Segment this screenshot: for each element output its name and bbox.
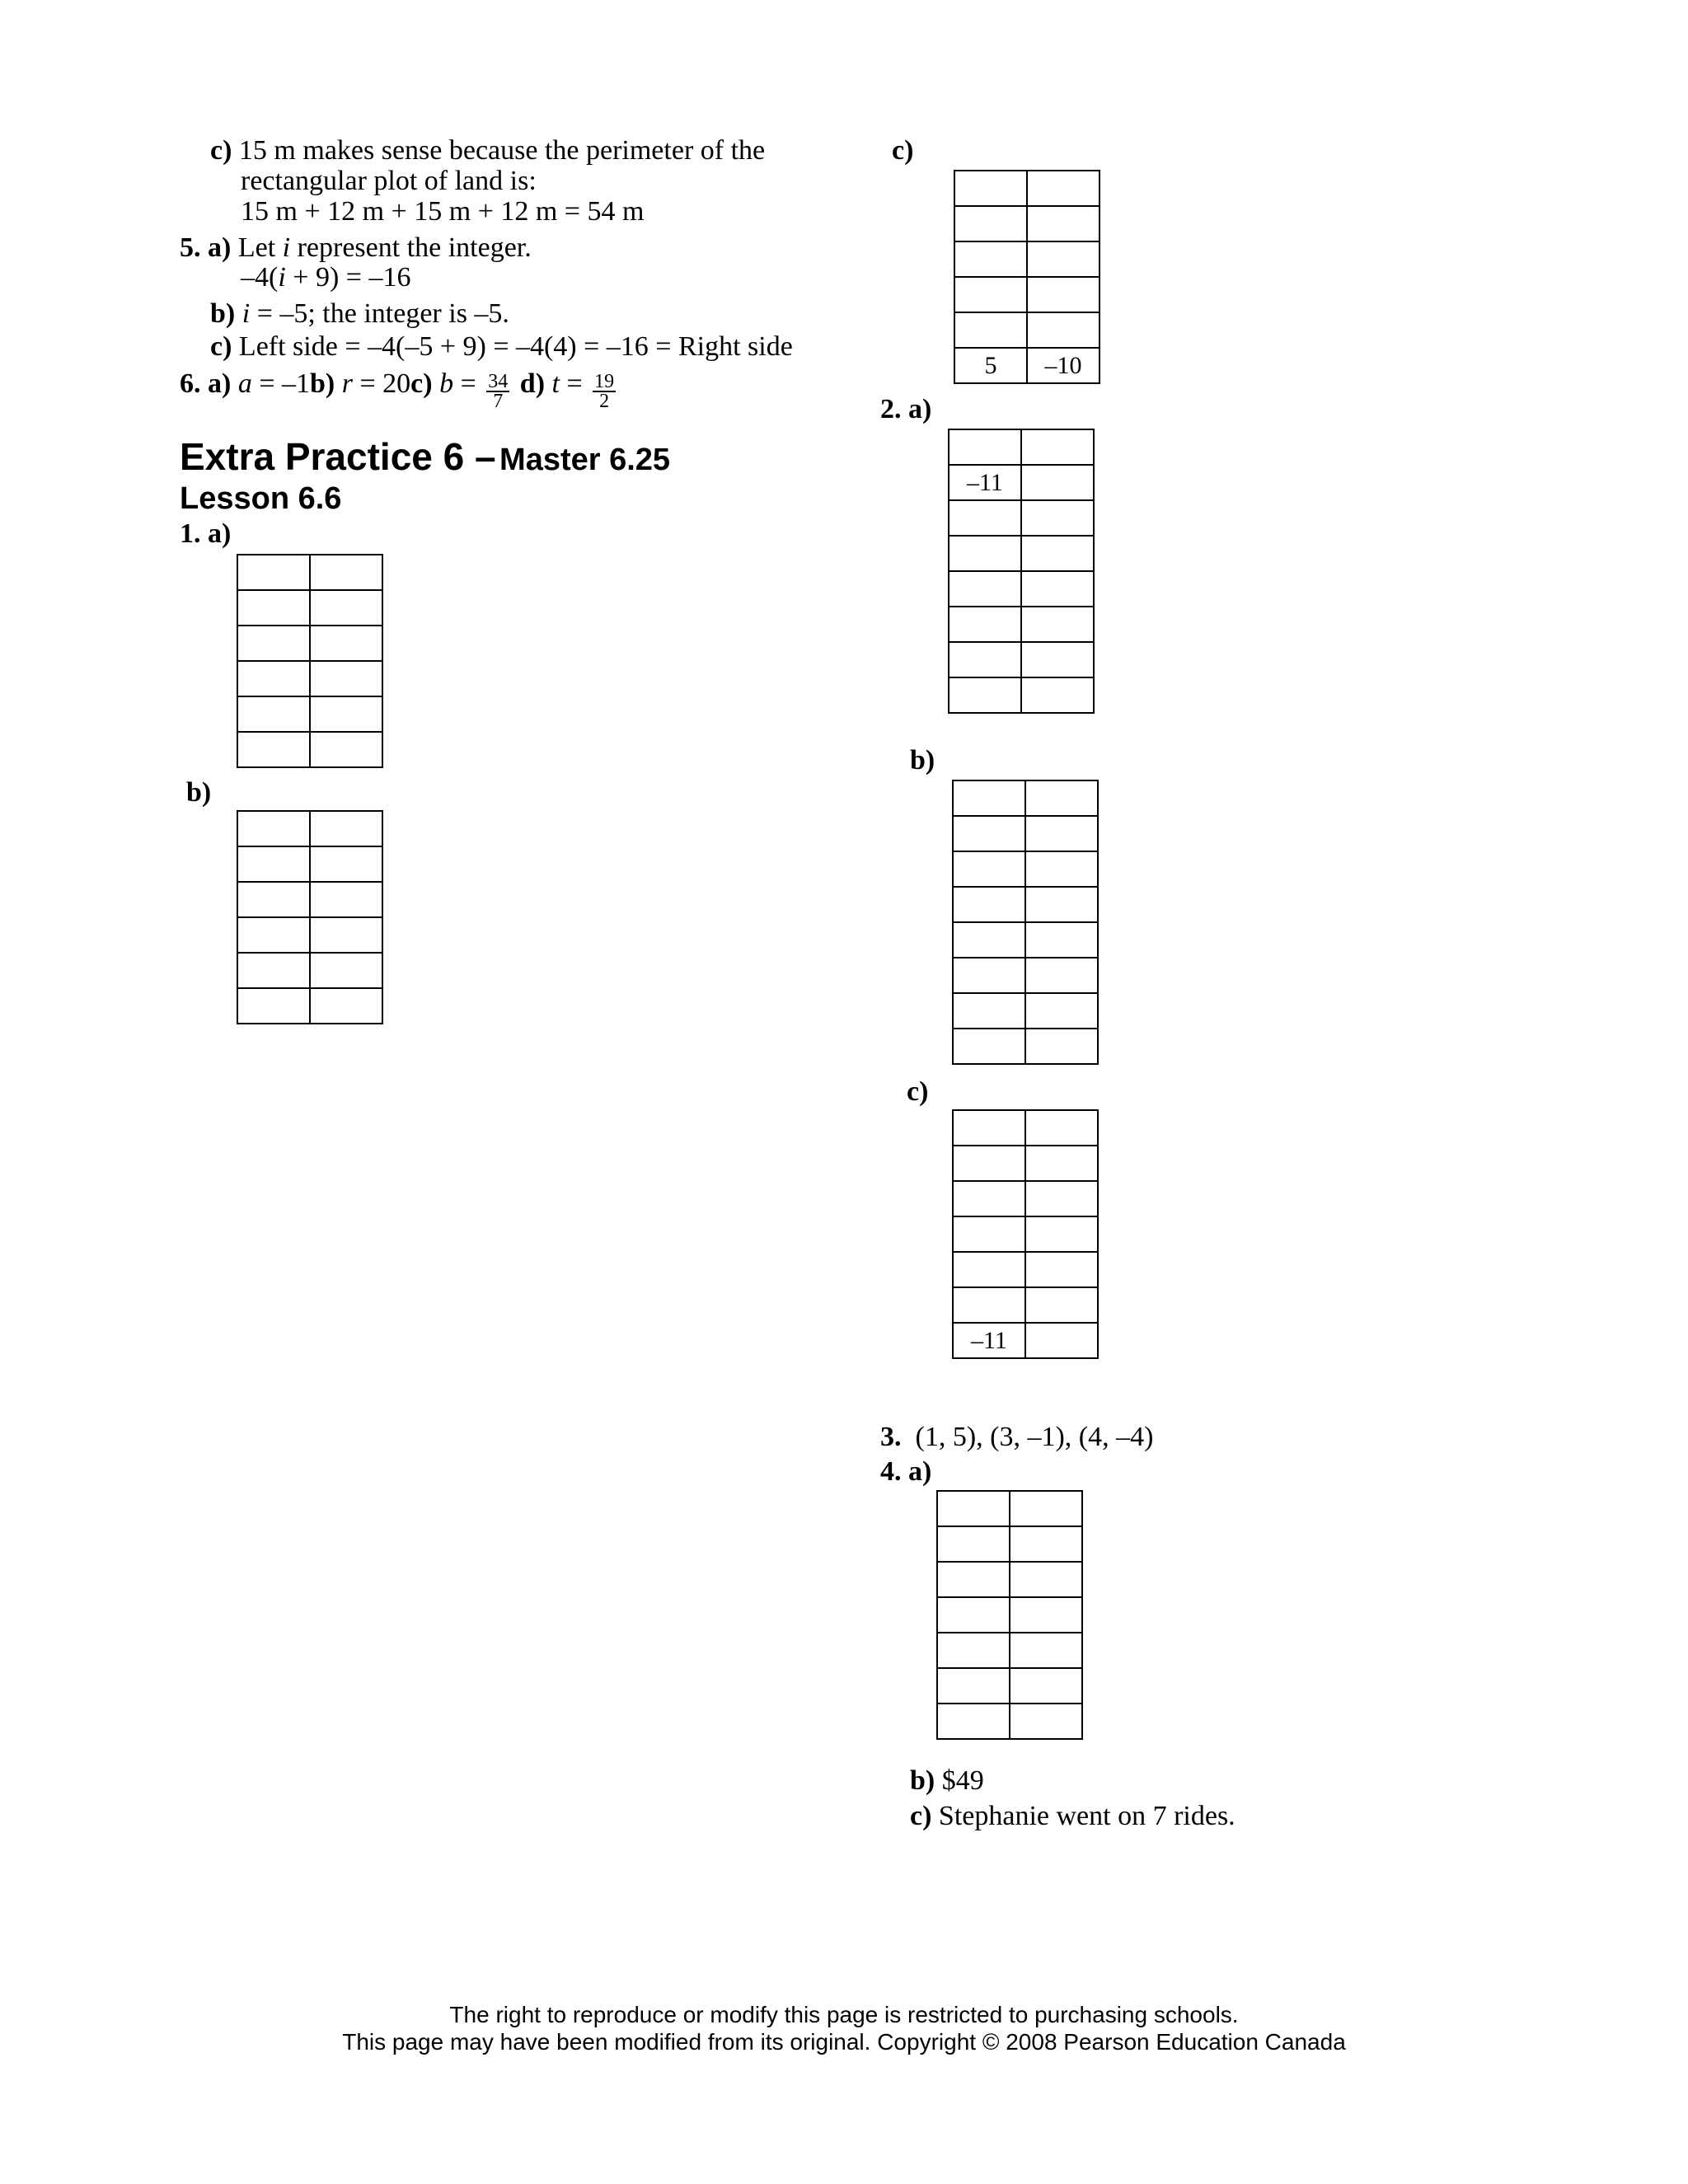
table-row — [237, 590, 382, 626]
q4c-line3: 15 m + 12 m + 15 m + 12 m = 54 m — [241, 196, 645, 227]
table-row — [954, 171, 1100, 206]
table-row — [953, 851, 1098, 887]
table-1a — [237, 554, 383, 768]
q5c-line: c) Left side = –4(–5 + 9) = –4(4) = –16 = Right side — [210, 331, 793, 362]
table-2c — [952, 1109, 1099, 1359]
table-row — [937, 1526, 1082, 1562]
table-row — [237, 846, 382, 882]
table-row — [237, 626, 382, 661]
table-row — [937, 1704, 1082, 1739]
table-row — [237, 732, 382, 767]
footer-copyright: This page may have been modified from its original. Copyright © 2008 Pearson Education Canada — [342, 2029, 1346, 2055]
q3-line: 3. (1, 5), (3, –1), (4, –4) — [880, 1422, 1154, 1452]
table-4a — [936, 1490, 1083, 1740]
table-row — [237, 882, 382, 917]
table-row — [953, 1146, 1098, 1181]
table-row — [953, 1287, 1098, 1323]
table-row — [953, 887, 1098, 922]
table-row — [953, 1110, 1098, 1146]
table-row — [949, 607, 1094, 642]
q5a-equation: –4(i + 9) = –16 — [241, 262, 411, 293]
table-2b — [952, 780, 1099, 1065]
table-row — [949, 677, 1094, 713]
table-row — [937, 1562, 1082, 1597]
q5a-line: 5. a) Let i represent the integer. — [180, 232, 532, 263]
table-row — [953, 1029, 1098, 1064]
table-1c — [954, 170, 1100, 384]
q4c-line2: rectangular plot of land is: — [241, 166, 537, 196]
q2a-label: 2. a) — [880, 394, 932, 424]
q2c-label: c) — [907, 1076, 929, 1107]
fraction-b: $\frac{34}{7}$ — [488, 371, 509, 413]
footer-rights: The right to reproduce or modify this page is restricted to purchasing schools. — [449, 2002, 1239, 2027]
table-row — [953, 1216, 1098, 1252]
q4b-line: b) $49 — [910, 1765, 984, 1796]
q4c-line: c) Stephanie went on 7 rides. — [910, 1801, 1236, 1831]
table-2a — [948, 429, 1095, 714]
table-row — [237, 555, 382, 590]
fraction-t: $\frac{19}{2}$ — [594, 371, 615, 413]
table-row — [954, 206, 1100, 241]
table-row — [953, 1252, 1098, 1287]
q1b-label: b) — [186, 777, 212, 808]
q4a-label: 4. a) — [880, 1456, 932, 1487]
table-1b — [237, 810, 383, 1024]
table-row — [949, 536, 1094, 571]
table-row — [937, 1668, 1082, 1704]
table-row — [954, 277, 1100, 312]
table-row — [237, 917, 382, 953]
table-row — [949, 642, 1094, 677]
table-row — [953, 780, 1098, 816]
q1c-label: c) — [892, 135, 914, 166]
table-row — [953, 1323, 1098, 1358]
table-cell: –11 — [953, 1323, 1025, 1358]
table-row — [954, 241, 1100, 277]
q4c-line1: c) 15 m makes sense because the perimeter of the — [210, 135, 766, 166]
table-row — [954, 348, 1100, 383]
table-row — [953, 922, 1098, 958]
table-row — [949, 500, 1094, 536]
table-row — [949, 571, 1094, 607]
table-row — [237, 661, 382, 696]
table-row — [954, 312, 1100, 348]
table-row — [237, 696, 382, 732]
table-row — [237, 953, 382, 988]
table-row — [953, 816, 1098, 851]
table-row — [953, 958, 1098, 993]
section-heading: Extra Practice 6 – Master 6.25 — [180, 435, 671, 478]
table-row — [953, 1181, 1098, 1216]
table-row — [937, 1633, 1082, 1668]
q2b-label: b) — [910, 745, 935, 776]
table-cell: –11 — [949, 465, 1021, 500]
table-row — [237, 811, 382, 846]
table-row — [953, 993, 1098, 1029]
table-row — [937, 1491, 1082, 1526]
q5b-line: b) i = –5; the integer is –5. — [210, 298, 509, 329]
lesson-heading: Lesson 6.6 — [180, 481, 342, 516]
table-row — [949, 465, 1094, 500]
table-cell: 5 — [954, 348, 1027, 383]
q1a-label: 1. a) — [180, 518, 232, 549]
table-row — [937, 1597, 1082, 1633]
table-row — [237, 988, 382, 1024]
table-row — [949, 429, 1094, 465]
q6-line: 6. a) a = –1b) r = 20c) b = $\frac{34}{7}$ d) t = $\frac{19}{2}$ — [180, 368, 615, 413]
table-cell: –10 — [1027, 348, 1100, 383]
